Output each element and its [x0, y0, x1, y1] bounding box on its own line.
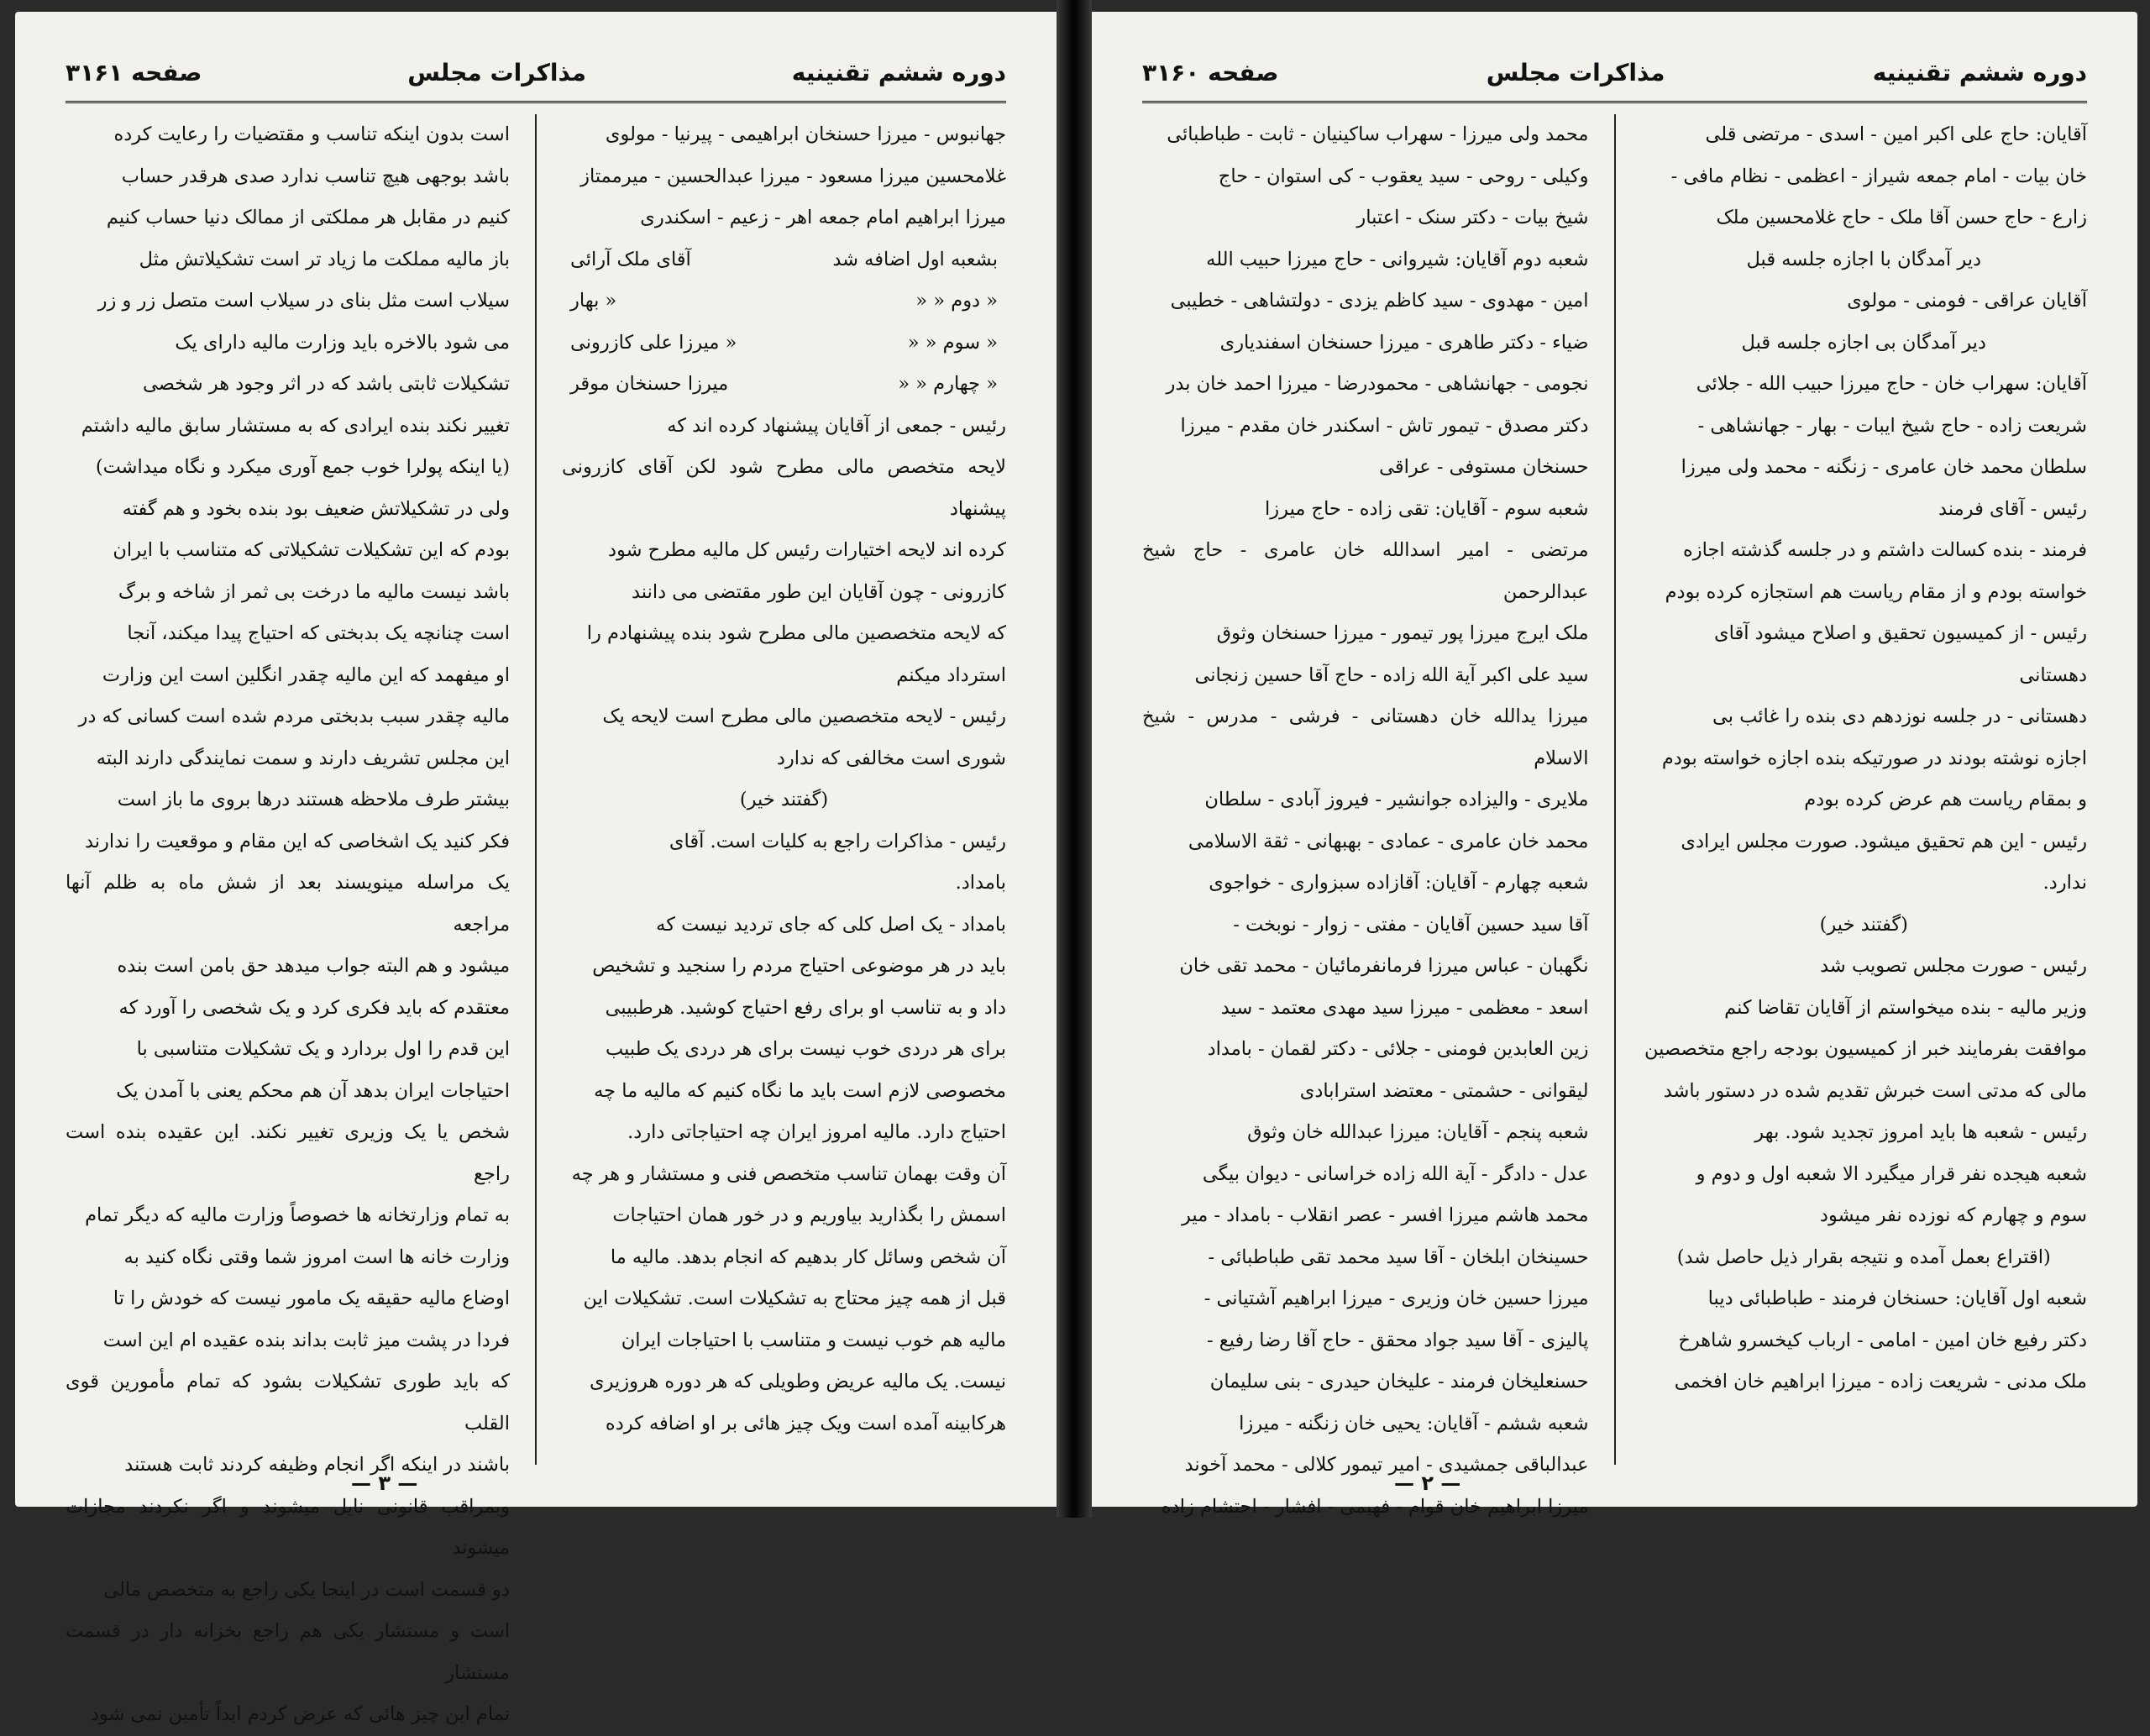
journal-title: مذاکرات مجلس [407, 58, 587, 87]
text-line: سیلاب است مثل بنای در سیلاب است متصل زر و زر [97, 290, 510, 312]
text-line: ملک مدنی - شریعت زاده - میرزا ابراهیم خان افخمی [1674, 1371, 2087, 1392]
text-line: سوم و چهارم که نوزده نفر میشود [1819, 1204, 2087, 1226]
text-line: است و مستشار یکی هم راجع بخزانه دار در قسمت مستشار [66, 1620, 510, 1684]
column-right [562, 114, 1006, 1465]
text-line: خان بیات - امام جمعه شیراز - اعظمی - نظام مافی - [1670, 165, 2087, 187]
table-row [562, 364, 1006, 406]
text-line: است بدون اینکه تناسب و مقتضیات را رعایت کرده [113, 123, 510, 145]
text-line: تشکیلات ثابتی باشد که در اثر وجود هر شخصی [142, 373, 510, 395]
table-cell: « دوم « « [915, 290, 998, 312]
column-divider [1614, 114, 1616, 1465]
text-line: بامداد - یک اصل کلی که جای تردید نیست که [656, 913, 1006, 936]
text-line: شعبه هیجده نفر قرار میگیرد الا شعبه اول و دوم و [1696, 1162, 2087, 1185]
table-header [562, 239, 1006, 281]
text-line: (گفتند خیر) [739, 789, 829, 810]
text-line: کازرونی - چون آقایان این طور مقتضی می دانند [631, 580, 1006, 603]
text-line: شعبه چهارم - آقایان: آقازاده سبزواری - خواجوی [1209, 872, 1589, 894]
text-line: دهستانی - در جلسه نوزدهم دی بنده را غائب بی [1712, 705, 2087, 727]
table-header-cell: آقای ملک آرائی [570, 248, 691, 270]
text-line: مالی که مدتی است خبرش تقدیم شده در دستور باشد [1663, 1079, 2087, 1102]
text-line: (گفتند خیر) [1819, 913, 1908, 936]
text-line: شوری است مخالفی که ندارد [776, 747, 1006, 769]
column-divider [535, 114, 537, 1465]
text-line: آقا سید حسین آقایان - مفتی - زوار - نوبخت - [1233, 913, 1589, 936]
text-line: مالیه چقدر سبب بدبختی مردم شده است کسانی که در [78, 705, 510, 727]
text-line: میرزا ابراهیم امام جمعه اهر - زعیم - اسکندری [640, 207, 1006, 228]
text-line: احتیاجات ایران بدهد آن هم محکم یعنی با آمدن یک [116, 1079, 510, 1102]
text-line: (اقتراع بعمل آمده و نتیجه بقرار ذیل حاصل شد) [1676, 1246, 2051, 1268]
text-line: مالیه هم خوب نیست و متناسب با احتیاجات ایران [621, 1329, 1006, 1351]
text-line: میرزا ابراهیم خان قوام - فهیمی - افشار - احتشام زاده [1161, 1495, 1589, 1518]
text-line: هرکابینه آمده است ویک چیز هائی بر او اضافه کرده [605, 1412, 1006, 1434]
folio: — ۲ — [1394, 1471, 1461, 1495]
text-line: حسنعلیخان فرمند - علیخان حیدری - بنی سلیمان [1209, 1371, 1589, 1392]
text-line: باید در هر موضوعی احتیاج مردم را سنجید و تشخیص [592, 955, 1006, 977]
text-line: فرمند - بنده کسالت داشتم و در جلسه گذشته اجازه [1682, 539, 2087, 561]
text-line: حسینخان ابلخان - آقا سید محمد تقی طباطبائی - [1208, 1246, 1589, 1268]
text-line: زین العابدین فومنی - جلائی - دکتر لقمان - بامداد [1207, 1038, 1589, 1060]
text-line: میرزا یدالله خان دهستانی - فرشی - مدرس - شیخ الاسلام [1142, 705, 1589, 769]
text-line: آقایان: حاج علی اکبر امین - اسدی - مرتضی قلی [1705, 123, 2087, 145]
page-3160 [1092, 12, 2137, 1518]
text-line: داد و به تناسب او برای رفع احتیاج کوشید. هرطبیبی [605, 996, 1006, 1019]
table-cell: « میرزا علی کازرونی [570, 331, 737, 354]
text-line: وزیر مالیه - بنده میخواستم از آقایان تقاضا کنم [1724, 996, 2087, 1019]
text-line: تمام این چیز هائی که عرض کردم ابداً تأمین نمی شود [90, 1703, 510, 1725]
text-line: شخص یا یک وزیری تغییر نکند. این عقیده بنده است راجع [66, 1121, 510, 1185]
session-label: دوره ششم تقنینیه [1872, 58, 2087, 87]
text-line: معتقدم که باید فکری کرد و یک شخصی را آورد که [118, 996, 510, 1019]
text-line: (یا اینکه پولرا خوب جمع آوری میکرد و نگاه میداشت) [95, 456, 510, 478]
book-gutter [1057, 0, 1092, 1518]
text-line: فکر کنید یک اشخاصی که این مقام و موقعیت را ندارند [84, 830, 510, 852]
column-right [1641, 114, 2088, 1465]
text-line: پالیزی - آقا سید جواد محقق - حاج آقا رضا رفیع - [1207, 1329, 1589, 1351]
text-line: میشود و هم البته جواب میدهد حق بامن است بنده [117, 955, 510, 977]
text-line: تغییر نکند بنده ایرادی که به مستشار سابق مالیه داشتم [81, 414, 510, 437]
text-line: زارع - حاج حسن آقا ملک - حاج غلامحسین ملک [1716, 207, 2087, 228]
text-line: است چنانچه یک بدبختی که احتیاج پیدا میکند، آنجا [127, 622, 510, 644]
text-line: میرزا حسین خان وزیری - میرزا ابراهیم آشتیانی - [1203, 1288, 1589, 1309]
text-line: شعبه سوم - آقایان: تقی زاده - حاج میرزا [1265, 497, 1589, 520]
text-line: دکتر رفیع خان امین - امامی - ارباب کیخسرو شاهرخ [1678, 1329, 2087, 1351]
text-line: خواسته بودم و از مقام ریاست هم استجازه کرده بودم [1665, 580, 2087, 603]
text-line: ولی در تشکیلاتش ضعیف بود بنده بخود و هم گفته [122, 497, 510, 520]
table-cell: « چهارم « « [898, 373, 998, 395]
text-line: استرداد میکنم [896, 663, 1006, 686]
text-line: امین - مهدوی - سید کاظم یزدی - دولتشاهی - خطیبی [1170, 290, 1589, 312]
table-row [562, 281, 1006, 323]
text-line: فردا در پشت میز ثابت بداند بنده عقیده ام این است [102, 1329, 510, 1351]
text-line: رئیس - آقای فرمند [1938, 497, 2087, 520]
text-line: شعبه پنجم - آقایان: میرزا عبدالله خان وثوق [1247, 1121, 1589, 1143]
text-line: موافقت بفرمایند خبر از کمیسیون بودجه راجع متخصصین [1644, 1038, 2087, 1060]
text-line: مرتضی - امیر اسدالله خان عامری - حاج شیخ عبدالرحمن [1142, 539, 1589, 603]
text-line: عبدالباقی جمشیدی - امیر تیمور کلالی - محمد آخوند [1184, 1454, 1589, 1476]
text-line: اجازه نوشته بودند در صورتیکه بنده اجازه خواسته بودم [1661, 747, 2087, 769]
text-line: به تمام وزارتخانه ها خصوصاً وزارت مالیه که دیگر تمام [85, 1204, 510, 1226]
text-line: غلامحسین میرزا مسعود - میرزا عبدالحسین - میرممتاز [580, 165, 1006, 187]
text-line: وکیلی - روحی - سید یعقوب - کی استوان - حاج [1218, 165, 1589, 187]
text-line: لایحه متخصص مالی مطرح شود لکن آقای کازرونی پیشنهاد [562, 456, 1006, 520]
text-line: این قدم را اول بردارد و یک تشکیلات متناسبی با [136, 1038, 510, 1060]
text-line: دو قسمت است در اینجا یکی راجع به متخصص مالی [103, 1578, 510, 1601]
table-cell: « بهار [570, 290, 617, 312]
page-header [1142, 49, 2087, 103]
text-line: ملک ایرج میرزا پور تیمور - میرزا حسنخان وثوق [1216, 622, 1589, 644]
session-label: دوره ششم تقنینیه [791, 58, 1006, 87]
text-line: شعبه ششم - آقایان: یحیی خان زنگنه - میرزا [1239, 1412, 1589, 1434]
text-line: اسمش را بگذارید بیاوریم و در خور همان احتیاجات [612, 1204, 1006, 1226]
text-line: بیشتر طرف ملاحظه هستند درها بروی ما باز است [117, 789, 510, 810]
text-line: رئیس - مذاکرات راجع به کلیات است. آقای [669, 830, 1006, 852]
text-line: بودم که این تشکیلات تشکیلاتی که متناسب با ایران [113, 539, 510, 561]
text-line: احتیاج دارد. مالیه امروز ایران چه احتیاجاتی دارد. [627, 1121, 1006, 1143]
text-line: ملایری - والیزاده جوانشیر - فیروز آبادی - سلطان [1204, 789, 1589, 810]
folio: — ۳ — [351, 1471, 418, 1495]
text-line: رئیس - از کمیسیون تحقیق و اصلاح میشود آقای [1714, 622, 2087, 644]
table-cell: میرزا حسنخان موقر [570, 373, 729, 395]
text-line: آقایان: سهراب خان - حاج میرزا حبیب الله - جلائی [1696, 373, 2087, 395]
text-line: باشند در اینکه اگر انجام وظیفه کردند ثابت هستند [124, 1454, 510, 1476]
text-line: جهانبوس - میرزا حسنخان ابراهیمی - پیرنیا - مولوی [605, 123, 1006, 145]
text-line: مخصوصی لازم است باید ما نگاه کنیم که مالیه ما چه [594, 1079, 1006, 1102]
text-line: باشد بوجهی هیچ تناسب ندارد صدی هرقدر حساب [121, 165, 510, 187]
text-line: نجومی - جهانشاهی - محمودرضا - میرزا احمد خان بدر [1166, 373, 1589, 395]
text-line: دهستانی [2019, 663, 2087, 686]
text-line: این مجلس تشریف دارند و سمت نمایندگی دارند البته [96, 747, 510, 769]
text-line: رئیس - این هم تحقیق میشود. صورت مجلس ایرادی [1681, 830, 2087, 852]
text-line: برای هر دردی خوب نیست برای هر دردی یک طبیب [606, 1038, 1006, 1060]
text-line: باشد نیست مالیه ما درخت بی ثمر از شاخه و برگ [118, 580, 510, 603]
text-line: آن وقت بهمان تناسب متخصص فنی و مستشار و هر چه [571, 1162, 1006, 1185]
text-line: یک مراسله مینویسند بعد از شش ماه به ظلم آنها مراجعه [66, 872, 510, 936]
text-line: رئیس - شعبه ها باید امروز تجدید شود. بهر [1754, 1121, 2087, 1143]
text-line: دیر آمدگان بی اجازه جلسه قبل [1741, 331, 1986, 354]
text-line: و بمقام ریاست هم عرض کرده بودم [1804, 789, 2087, 810]
text-line: دیر آمدگان با اجازه جلسه قبل [1746, 248, 1982, 270]
text-line: کرده اند لایحه اختیارات رئیس کل مالیه مطرح شود [608, 539, 1006, 561]
text-line: عدل - دادگر - آیة الله زاده خراسانی - دیوان بیگی [1202, 1162, 1589, 1185]
text-line: که لایحه متخصصین مالی مطرح شود بنده پیشنهادم را [586, 622, 1006, 644]
text-line: سید علی اکبر آیة الله زاده - حاج آقا حسین زنجانی [1194, 663, 1589, 686]
column-left [66, 114, 510, 1725]
text-line: وبمراقب قانونی نایل میشوند و اگر نکردند مجازات میشوند [66, 1495, 510, 1559]
text-line: رئیس - صورت مجلس تصویب شد [1820, 955, 2087, 977]
text-line: اسعد - معظمی - میرزا سید مهدی معتمد - سید [1220, 996, 1589, 1019]
text-columns [66, 114, 1006, 1725]
text-line: که باید طوری تشکیلات بشود که تمام مأمورین قوی القلب [66, 1371, 510, 1434]
text-line: رئیس - جمعی از آقایان پیشنهاد کرده اند که [667, 414, 1006, 437]
text-line: بامداد. [955, 872, 1006, 894]
text-line: اوضاع مالیه حقیقه یک مامور نیست که خودش را تا [113, 1288, 510, 1309]
text-line: نگهبان - عباس میرزا فرمانفرمائیان - محمد تقی خان [1179, 955, 1589, 977]
column-left [1142, 114, 1589, 1518]
text-line: شریعت زاده - حاج شیخ ایبات - بهار - جهانشاهی - [1697, 414, 2087, 437]
text-line: ضیاء - دکتر طاهری - میرزا حسنخان اسفندیاری [1219, 331, 1589, 354]
text-line: آقایان عراقی - فومنی - مولوی [1847, 290, 2087, 312]
text-line: وزارت خانه ها است امروز شما وقتی نگاه کنید به [123, 1246, 510, 1268]
text-line: آن شخص وسائل کار بدهیم که انجام بدهد. مالیه ما [610, 1246, 1006, 1268]
text-line: شعبه دوم آقایان: شیروانی - حاج میرزا حبیب الله [1206, 248, 1589, 270]
page-number: صفحه ۳۱۶۱ [66, 58, 202, 87]
page-header [66, 49, 1006, 103]
text-line: می شود بالاخره باید وزارت مالیه دارای یک [175, 331, 510, 354]
table-row [562, 323, 1006, 365]
text-line: لیقوانی - حشمتی - معتضد استرابادی [1299, 1079, 1589, 1102]
text-line: رئیس - لایحه متخصصین مالی مطرح است لایحه یک [602, 705, 1006, 727]
text-line: او میفهمد که این مالیه چقدر انگلین است این وزارت [102, 663, 510, 686]
page-number: صفحه ۳۱۶۰ [1142, 58, 1279, 87]
journal-title: مذاکرات مجلس [1486, 58, 1665, 87]
text-columns [1142, 114, 2087, 1518]
text-line: شعبه اول آقایان: حسنخان فرمند - طباطبائی دیبا [1707, 1288, 2087, 1309]
text-line: محمد ولی میرزا - سهراب ساکینیان - ثابت - طباطبائی [1167, 123, 1589, 145]
text-line: قبل از همه چیز محتاج به تشکیلات است. تشکیلات این [583, 1288, 1006, 1309]
text-line: نیست. یک مالیه عریض وطویلی که هر دوره هروزیری [589, 1371, 1006, 1392]
text-line: باز مالیه مملکت ما زیاد تر است تشکیلاتش مثل [139, 248, 510, 270]
table-header-cell: بشعبه اول اضافه شد [832, 248, 998, 270]
text-line: محمد هاشم میرزا افسر - عصر انقلاب - بامداد - میر [1182, 1204, 1589, 1226]
text-line: دکتر مصدق - تیمور تاش - اسکندر خان مقدم - میرزا [1180, 414, 1589, 437]
text-line: کنیم در مقابل هر مملکتی از ممالک دنیا حساب کنیم [106, 207, 510, 228]
text-line: سلطان محمد خان عامری - زنگنه - محمد ولی میرزا [1681, 456, 2087, 478]
text-line: شیخ بیات - دکتر سنک - اعتبار [1356, 207, 1589, 228]
page-3161 [15, 12, 1057, 1725]
text-line: حسنخان مستوفی - عراقی [1379, 456, 1589, 478]
table-cell: « سوم « « [907, 331, 998, 354]
text-line: محمد خان عامری - عمادی - بهبهانی - ثقة الاسلامی [1188, 830, 1589, 852]
text-line: ندارد. [2042, 872, 2087, 894]
